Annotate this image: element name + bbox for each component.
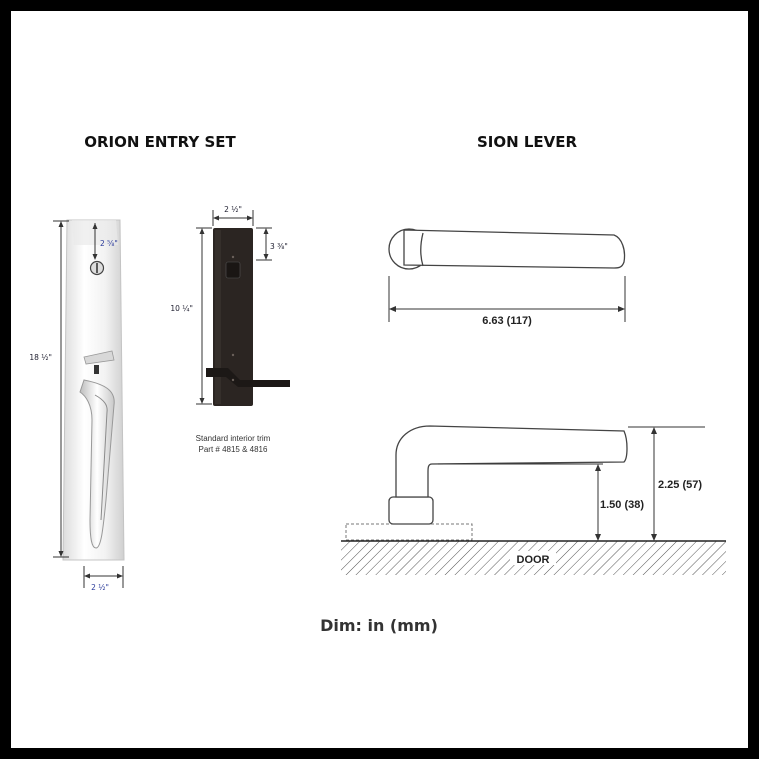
interior-width-label: 2 ½" (224, 205, 242, 214)
units-note: Dim: in (mm) (320, 616, 438, 635)
technical-drawing (11, 11, 748, 748)
exterior-top-offset-label: 2 ⅝" (100, 239, 118, 248)
orion-title: ORION ENTRY SET (84, 133, 236, 151)
sion-length-dimension (389, 276, 625, 327)
drawing-sheet (11, 11, 748, 748)
sion-title: SION LEVER (476, 133, 578, 151)
orion-interior-trim (206, 228, 290, 406)
door-label: DOOR (516, 554, 550, 566)
interior-caption-line1: Standard interior trim (195, 434, 271, 443)
interior-height-label: 10 ¼" (170, 304, 193, 313)
lever-height-low-label: 1.50 (38) (600, 499, 645, 511)
backplate-outline (346, 524, 472, 540)
lever-length-label: 6.63 (117) (482, 315, 532, 327)
lever-height-high-label: 2.25 (57) (658, 479, 703, 491)
rose-side (389, 497, 433, 524)
exterior-width-label: 2 ½" (91, 583, 109, 592)
sion-lever-top-view (389, 229, 625, 269)
interior-caption-line2: Part # 4815 & 4816 (198, 445, 268, 454)
interior-top-offset-label: 3 ⅜" (270, 242, 288, 251)
orion-exterior-trim (63, 220, 124, 560)
exterior-height-label: 18 ½" (29, 353, 52, 362)
door-surface (341, 541, 726, 575)
lever-side (396, 426, 627, 497)
thumb-turn (226, 262, 240, 278)
sion-lever-side-view (346, 426, 627, 540)
